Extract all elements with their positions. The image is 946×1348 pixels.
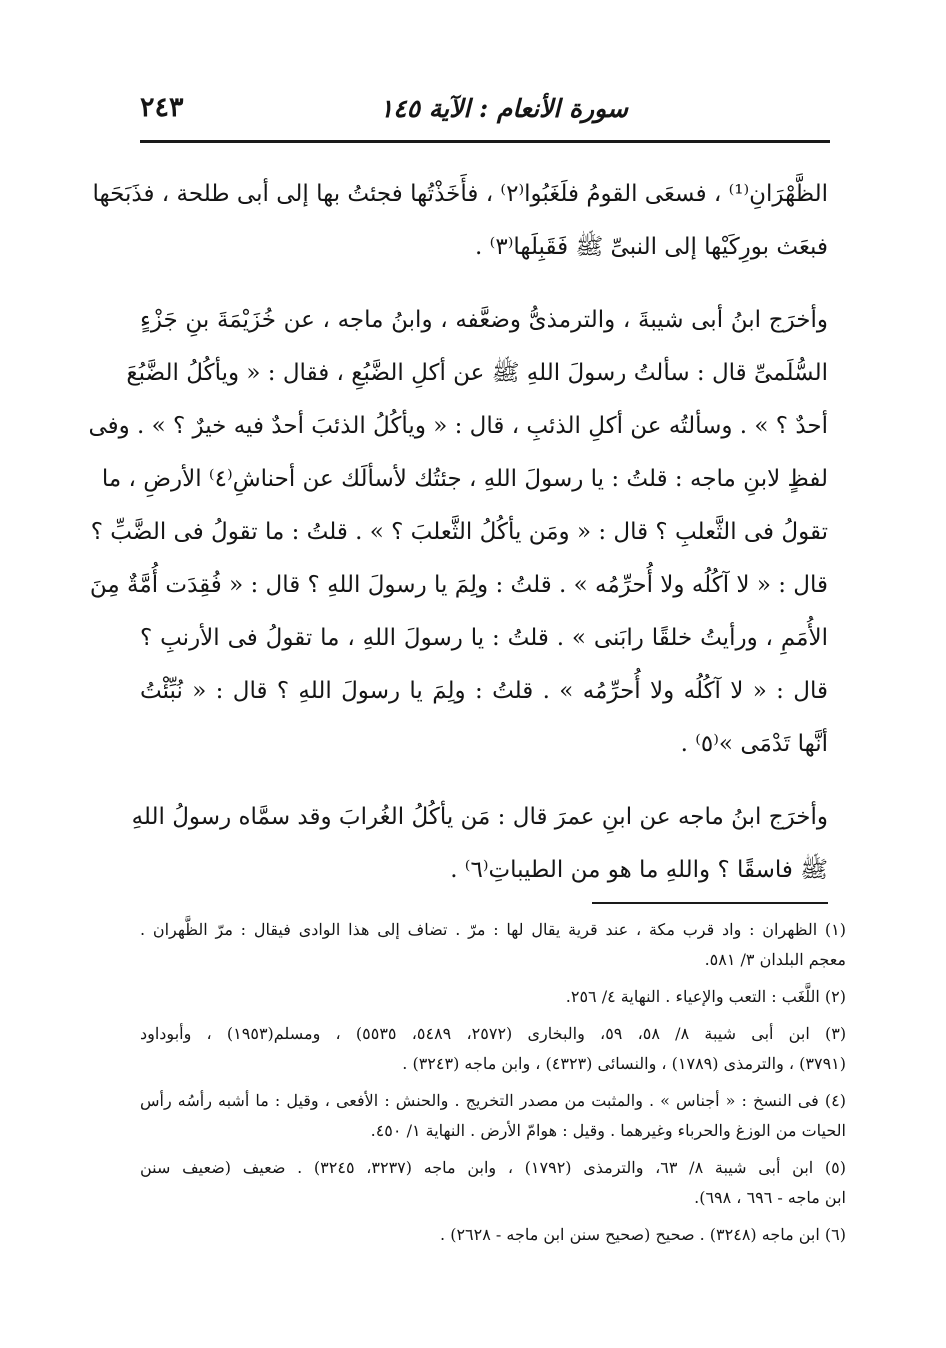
- page-header: [140, 92, 828, 132]
- footnote-line: (٦) ابن ماجه (٣٢٤٨) . صحيح (صحيح سنن ابن ماجه - ٢٦٢٨) .: [440, 1225, 846, 1244]
- main-text: [88, 168, 828, 917]
- text-line: أحدٌ ؟ » . وسألتُه عن أكلِ الذئبِ ، قال : « ويأكُلُ الذئبَ أحدٌ فيه خيرٌ ؟ » . وفى: [88, 413, 828, 439]
- page-number: ٢٤٣: [140, 92, 184, 123]
- footnote-line: (٣) ابن أبى شيبة ٨/ ٥٨، ٥٩، والبخارى (٢٥٧٢، ٥٤٨٩، ٥٥٣٥) ، ومسلم(١٩٥٣) ، وأبوداود: [140, 1024, 847, 1043]
- text-line: السُّلَمىِّ قال : سألتُ رسولَ اللهِ ﷺ عن أكلِ الضَّبُعِ ، فقال : « ويأكُلُ الضَّبُعَ: [126, 360, 828, 386]
- text-line: وأخرَج ابنُ ماجه عن ابنِ عمرَ قال : مَن يأكُلُ الغُرابَ وقد سمَّاه رسولُ اللهِ: [131, 804, 828, 830]
- footnote-3: [140, 1019, 846, 1079]
- text-line: قال : « لا آكُلُه ولا أُحرِّمُه » . قلتُ : ولِمَ يا رسولَ اللهِ ؟ قال : « نُبِّئْتُ: [140, 678, 828, 704]
- footnote-line: (٢) اللَّغَب : التعب والإعياء . النهاية ٤/ ٢٥٦.: [565, 987, 846, 1006]
- footnote-2: [140, 982, 846, 1012]
- text-line: تقولُ فى الثَّعلبِ ؟ قال : « ومَن يأكُلُ الثَّعلبَ ؟ » . قلتُ : ما تقولُ فى الضَّبِّ ؟: [90, 519, 828, 545]
- footnote-line: ابن ماجه - ٦٩٦ ، ٦٩٨).: [694, 1188, 846, 1207]
- paragraph-3: [131, 791, 828, 897]
- footnote-6: [140, 1220, 846, 1250]
- text-line: الظَّهْرَانِ⁽¹⁾ ، فسعَى القومُ فلَغَبُوا⁽٢⁾ ، فأَخَذْتُها فجئتُ بها إلى أبى طلحة ، فذَبَحَها: [92, 181, 828, 207]
- footnote-5: [140, 1153, 846, 1213]
- footnote-separator: [592, 902, 828, 904]
- footnote-4: [140, 1086, 846, 1146]
- footnote-line: (٤) فى النسخ : « أجناس » . والمثبت من مصدر التخريج . والحنش : الأفعى ، وقيل : ما أشبه رأسُه رأس: [140, 1091, 846, 1110]
- text-line: ﷺ فاسقًا ؟ واللهِ ما هو من الطيباتِ⁽٦⁾ .: [450, 857, 828, 883]
- footnote-line: (١) الظهران : واد قرب مكة ، عند قرية يقال لها : مرّ . تضاف إلى هذا الوادى فيقال : مرّ الظَّهران .: [140, 920, 846, 939]
- footnote-1: [140, 915, 846, 975]
- text-line: أنَّها تَدْمَى »⁽٥⁾ .: [680, 731, 828, 757]
- footnote-line: (٣٧٩١) ، والترمذى (١٧٨٩) ، والنسائى (٤٣٢٣) ، وابن ماجه (٣٢٤٣) .: [402, 1054, 846, 1073]
- text-line: قال : « لا آكُلُه ولا أُحرِّمُه » . قلتُ : ولِمَ يا رسولَ اللهِ ؟ قال : « فُقِدَت أُمَّةٌ مِنَ: [89, 572, 828, 598]
- paragraph-1: [92, 168, 828, 274]
- text-line: لفظٍ لابنِ ماجه : قلتُ : يا رسولَ اللهِ ، جئتُك لأسألَك عن أحناشِ⁽٤⁾ الأرضِ ، ما: [101, 466, 828, 492]
- text-line: فبعَث بورِكَيْها إلى النبىِّ ﷺ فَقَبِلَها⁽٣⁾ .: [475, 234, 828, 260]
- paragraph-2: [88, 294, 828, 771]
- text-line: الأُمَمِ ، ورأيتُ خلقًا رابَنى » . قلتُ : يا رسولَ اللهِ ، ما تقولُ فى الأرنبِ ؟: [140, 625, 828, 651]
- running-title: سورة الأنعام : الآية ١٤٥: [379, 94, 628, 123]
- footnotes: [140, 915, 846, 1250]
- footnote-line: (٥) ابن أبى شيبة ٨/ ٦٣، والترمذى (١٧٩٢) ، وابن ماجه (٣٢٣٧، ٣٢٤٥) . ضعيف (ضعيف سنن: [140, 1158, 846, 1177]
- text-line: وأخرَج ابنُ أبى شيبةَ ، والترمذىُّ وضعَّفه ، وابنُ ماجه ، عن خُزَيْمَةَ بنِ جَزْءٍ: [140, 307, 828, 333]
- footnote-line: معجم البلدان ٣/ ٥٨١.: [704, 950, 846, 969]
- header-rule: [140, 140, 830, 143]
- footnote-line: الحيات من الوزغ والحرباء وغيرهما . وقيل : هوامّ الأرض . النهاية ١/ ٤٥٠.: [370, 1121, 846, 1140]
